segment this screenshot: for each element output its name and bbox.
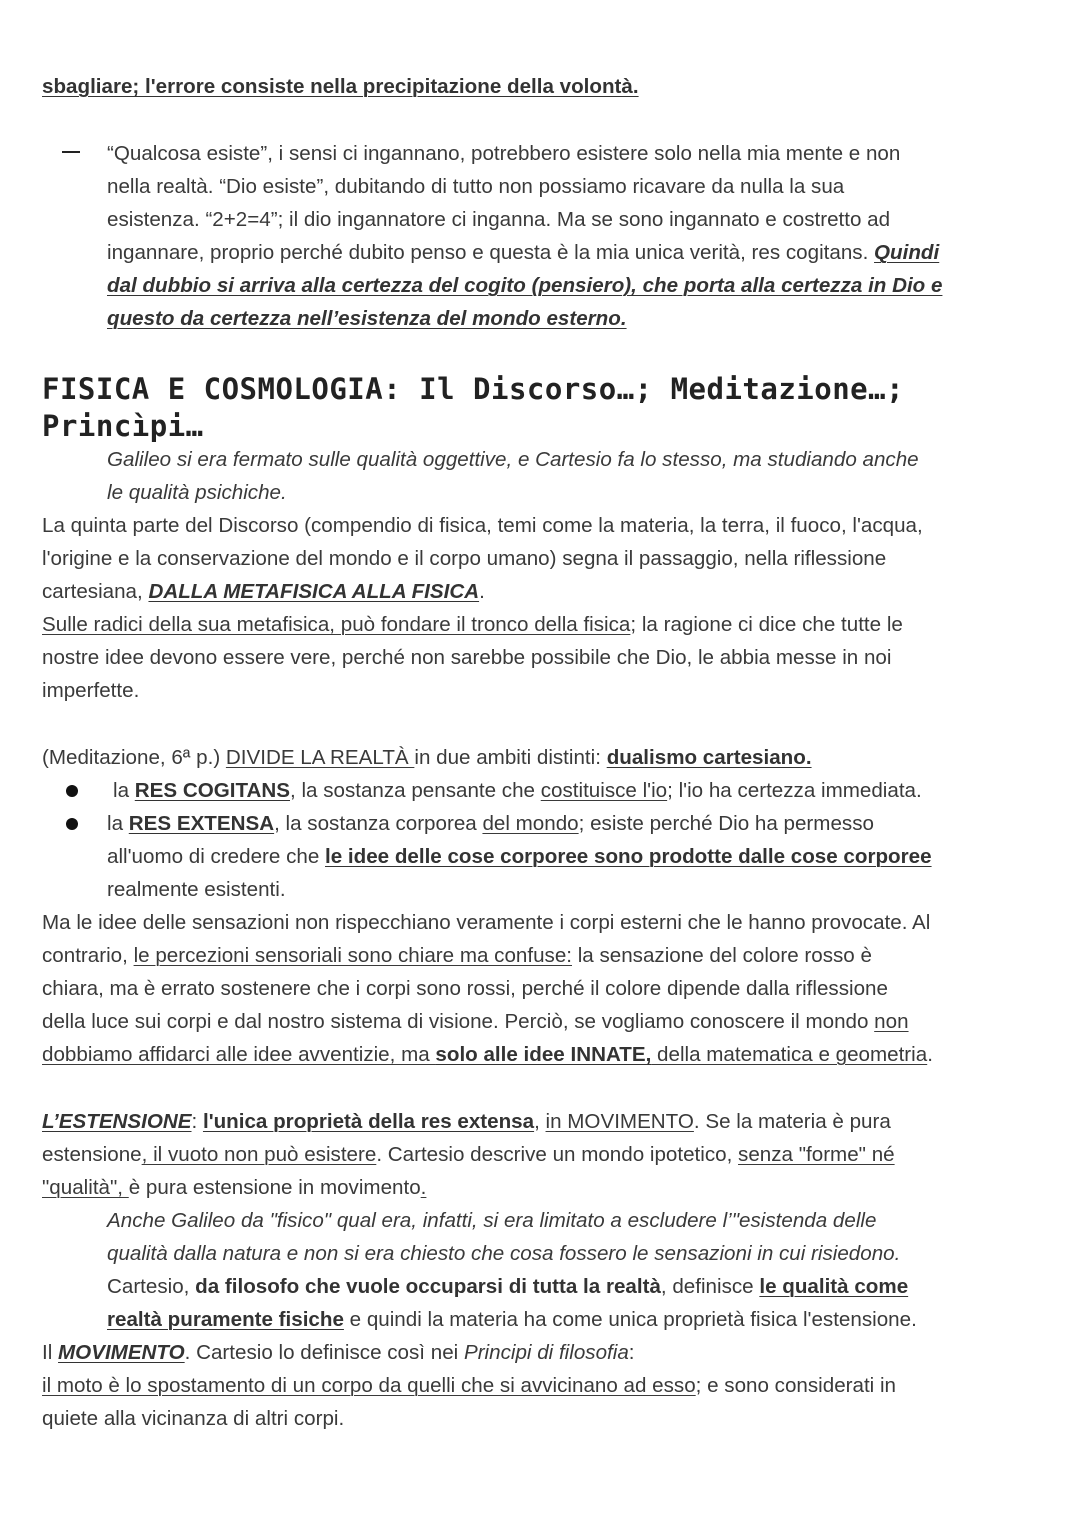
text-span: la sensazione del colore rosso è: [572, 944, 872, 967]
paragraph-line: [42, 1105, 891, 1138]
underlined-bold-text: le qualità come: [759, 1275, 909, 1298]
bold-text: da filosofo che vuole occuparsi di tutta la realtà: [195, 1275, 661, 1298]
underlined-bold-text: solo alle idee INNATE,: [435, 1043, 652, 1066]
text-span: è pura estensione in movimento: [128, 1176, 421, 1199]
dash-bullet-icon: [62, 151, 80, 153]
list-line: nella realtà. “Dio esiste”, dubitando di tutto non possiamo ricavare da nulla la sua: [107, 175, 845, 198]
emphasis-text: Quindi: [874, 241, 940, 264]
emphasis-text: dal dubbio si arriva alla certezza del cogito (pensiero), che porta alla certezza in Dio e: [107, 274, 943, 297]
paragraph-line: [42, 741, 812, 774]
text-span: contrario,: [42, 944, 134, 967]
list-line: [113, 774, 922, 807]
text-span: .: [479, 580, 485, 603]
underlined-text: senza "forme" né: [738, 1143, 895, 1166]
text-span: :: [191, 1110, 203, 1133]
note-line: le qualità psichiche.: [107, 481, 287, 504]
list-line: [107, 840, 932, 873]
text-span: .: [927, 1043, 933, 1066]
text-span: la: [113, 779, 135, 802]
text-span: Il: [42, 1341, 59, 1364]
text-span: della luce sui corpi e dal nostro sistema di visione. Perciò, se vogliamo conoscere il mondo: [42, 1010, 875, 1033]
list-line: realmente esistenti.: [107, 878, 286, 901]
emphasis-text: MOVIMENTO: [58, 1341, 185, 1364]
underlined-text: il moto è lo spostamento di un corpo da quelli che si avvicinano ad esso: [42, 1374, 696, 1397]
bullet-icon: [66, 785, 78, 797]
section-heading-continued: Princìpi…: [42, 409, 204, 443]
paragraph-line: [42, 939, 872, 972]
text-span: cartesiana,: [42, 580, 149, 603]
list-line: “Qualcosa esiste”, i sensi ci ingannano, potrebbero esistere solo nella mia mente e non: [107, 142, 901, 165]
underlined-bold-text: RES EXTENSA: [128, 812, 275, 835]
text-span: e quindi la materia ha come unica proprietà fisica l'estensione.: [343, 1308, 917, 1331]
text-span: Cartesio,: [107, 1275, 196, 1298]
list-line: [107, 269, 942, 302]
underlined-text: in MOVIMENTO: [545, 1110, 694, 1133]
text-span: , la sostanza corporea: [274, 812, 483, 835]
paragraph-line: imperfette.: [42, 679, 140, 702]
emphasis-text: questo da certezza nell’esistenza del mondo esterno.: [107, 307, 627, 330]
underlined-bold-text: sbagliare; l'errore consiste nella precipitazione della volontà.: [42, 75, 639, 98]
paragraph-line: [42, 70, 639, 103]
underlined-bold-text: le idee delle cose corporee sono prodotte dalle cose corporee: [325, 845, 932, 868]
text-span: ,: [534, 1110, 546, 1133]
paragraph-line: [42, 1171, 426, 1204]
paragraph-line: [42, 1336, 635, 1369]
text-span: la: [107, 812, 129, 835]
underlined-bold-text: RES COGITANS: [134, 779, 290, 802]
paragraph-line: [42, 1038, 933, 1071]
text-span: ; esiste perché Dio ha permesso: [578, 812, 874, 835]
paragraph-line: [42, 575, 485, 608]
underlined-text: .: [420, 1176, 427, 1199]
text-span: :: [628, 1341, 635, 1364]
text-span: estensione: [42, 1143, 142, 1166]
paragraph-line: [107, 1303, 917, 1336]
paragraph-line: La quinta parte del Discorso (compendio di fisica, temi come la materia, la terra, il fuoco, l'acqua,: [42, 514, 923, 537]
underlined-text: del mondo: [482, 812, 579, 835]
text-span: , definisce: [660, 1275, 760, 1298]
paragraph-line: Ma le idee delle sensazioni non rispecchiano veramente i corpi esterni che le hanno provocate. Al: [42, 911, 931, 934]
list-line: esistenza. “2+2=4”; il dio ingannatore ci inganna. Ma se sono ingannato e costretto ad: [107, 208, 891, 231]
underlined-bold-text: realtà puramente fisiche: [107, 1308, 344, 1331]
paragraph-line: quiete alla vicinanza di altri corpi.: [42, 1407, 345, 1430]
underlined-text: costituisce l'io: [540, 779, 668, 802]
list-line: [107, 302, 627, 335]
paragraph-line: [42, 1369, 896, 1402]
paragraph-line: nostre idee devono essere vere, perché non sarebbe possibile che Dio, le abbia messe in noi: [42, 646, 892, 669]
text-span: . Cartesio descrive un mondo ipotetico,: [376, 1143, 739, 1166]
note-line: qualità dalla natura e non si era chiesto che cosa fossero le sensazioni in cui risiedono.: [107, 1242, 901, 1265]
underlined-text: dobbiamo affidarci alle idee avventizie, ma: [42, 1043, 436, 1066]
underlined-text: non: [874, 1010, 909, 1033]
text-span: ingannare, proprio perché dubito penso e questa è la mia unica verità, res cogitans.: [107, 241, 875, 264]
emphasis-text: L’ESTENSIONE: [42, 1110, 192, 1133]
underlined-text: Sulle radici della sua metafisica, può fondare il tronco della fisica: [42, 613, 631, 636]
underlined-text: DIVIDE LA REALTÀ: [225, 746, 415, 769]
underlined-text: della matematica e geometria: [651, 1043, 928, 1066]
note-line: Galileo si era fermato sulle qualità oggettive, e Cartesio fa lo stesso, ma studiando anche: [107, 448, 919, 471]
text-span: in due ambiti distinti:: [414, 746, 607, 769]
paragraph-line: [42, 1138, 895, 1171]
underlined-text: "qualità",: [42, 1176, 129, 1199]
list-line: [107, 807, 874, 840]
text-span: . Se la materia è pura: [693, 1110, 891, 1133]
section-heading: FISICA E COSMOLOGIA: Il Discorso…; Meditazione…;: [42, 372, 905, 406]
text-span: all'uomo di credere che: [107, 845, 325, 868]
text-span: ; l'io ha certezza immediata.: [667, 779, 922, 802]
underlined-text: le percezioni sensoriali sono chiare ma confuse:: [133, 944, 572, 967]
paragraph-line: l'origine e la conservazione del mondo e il corpo umano) segna il passaggio, nella riflessione: [42, 547, 887, 570]
list-line: [107, 236, 939, 269]
text-span: . Cartesio lo definisce così nei: [184, 1341, 464, 1364]
bullet-icon: [66, 818, 78, 830]
paragraph-line: [42, 608, 903, 641]
underlined-text: , il vuoto non può esistere: [141, 1143, 377, 1166]
text-span: (Meditazione, 6ª p.): [42, 746, 226, 769]
paragraph-line: [42, 1005, 909, 1038]
text-span: ; la ragione ci dice che tutte le: [630, 613, 903, 636]
note-line: Anche Galileo da "fisico" qual era, infatti, si era limitato a escludere l’"esistenda delle: [107, 1209, 877, 1232]
text-span: , la sostanza pensante che: [290, 779, 541, 802]
underlined-bold-text: dualismo cartesiano.: [606, 746, 812, 769]
paragraph-line: [107, 1270, 908, 1303]
underlined-bold-text: l'unica proprietà della res extensa: [202, 1110, 535, 1133]
italic-text: Principi di filosofia: [463, 1341, 629, 1364]
paragraph-line: chiara, ma è errato sostenere che i corpi sono rossi, perché il colore dipende dalla riflessione: [42, 977, 888, 1000]
emphasis-text: DALLA METAFISICA ALLA FISICA: [148, 580, 480, 603]
text-span: ; e sono considerati in: [695, 1374, 897, 1397]
